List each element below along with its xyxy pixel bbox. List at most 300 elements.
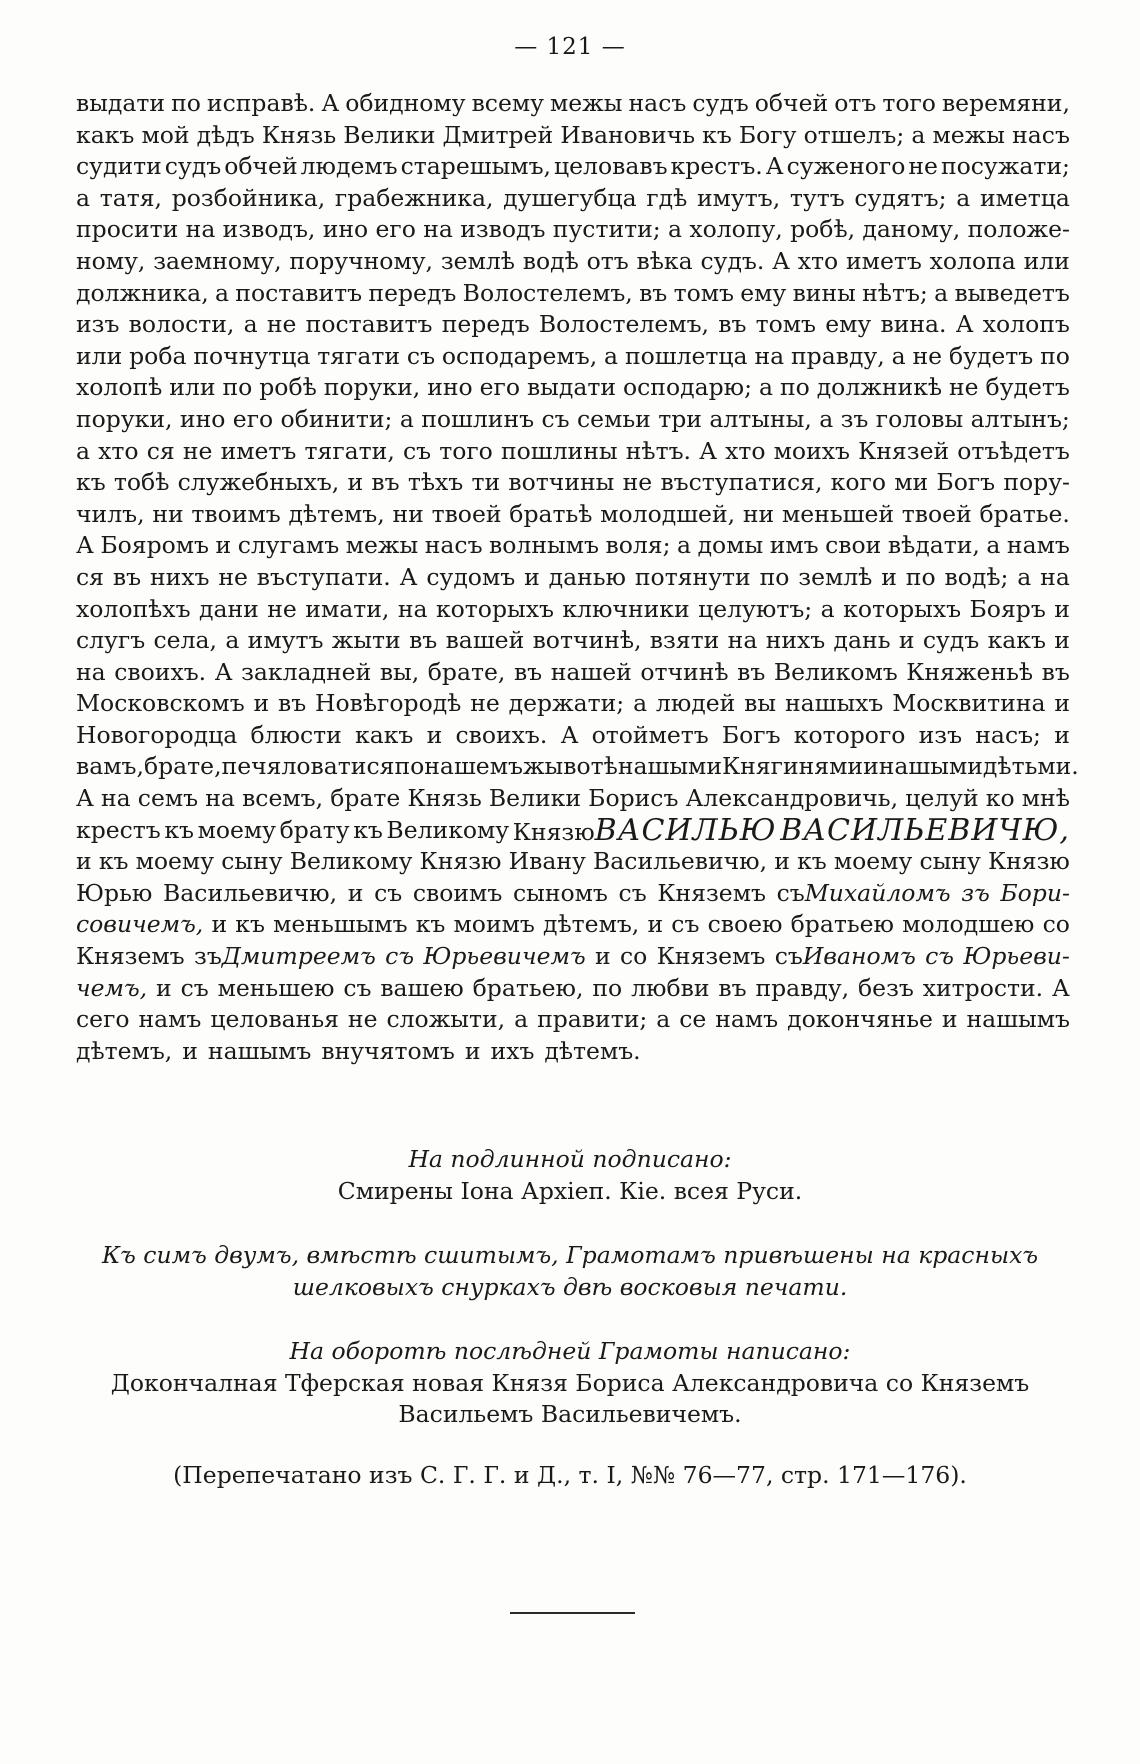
word: хитрости.: [922, 973, 1044, 1002]
word: томъ: [673, 278, 734, 307]
word: правду,: [791, 341, 885, 370]
word: ихъ: [490, 1036, 535, 1065]
word: Васильевичю,: [163, 878, 338, 907]
word: А: [955, 310, 974, 339]
text-line: [76, 309, 1070, 341]
word: робѣ,: [790, 215, 856, 244]
signature-block: [0, 1144, 1140, 1207]
word: къ: [235, 910, 265, 939]
word: держати;: [508, 689, 625, 718]
word: алтынъ;: [970, 404, 1070, 433]
text-line: [76, 846, 1070, 878]
word: старешымъ,: [400, 152, 551, 181]
word: по: [394, 752, 425, 781]
word: а: [633, 689, 648, 718]
text-line: [76, 1004, 1070, 1036]
text-line: [76, 941, 1070, 973]
word: и: [594, 942, 611, 971]
word: которыхъ: [435, 594, 554, 623]
word: Богу: [738, 120, 797, 149]
text-line: [76, 341, 1070, 373]
word: ся: [76, 562, 104, 591]
word: тягати: [317, 341, 401, 370]
word: имъ: [769, 531, 819, 560]
word: Богъ: [721, 720, 781, 749]
word: изводъ,: [222, 215, 316, 244]
word: и: [464, 1036, 481, 1065]
word: даному,: [862, 215, 961, 244]
word: межы: [932, 120, 1006, 149]
word: выдати: [76, 89, 166, 117]
word: А: [321, 89, 340, 117]
word: а: [399, 404, 414, 433]
word: меньшею: [217, 973, 335, 1002]
word: а: [956, 183, 971, 212]
word: моимъ: [453, 910, 535, 939]
reverse-note-line-1: Докончалная Тферская новая Князя Бориса Александровича со Княземъ: [110, 1368, 1030, 1397]
word: и: [881, 562, 897, 591]
word: поруки,: [76, 404, 173, 433]
word: обчей: [754, 89, 829, 117]
word: дѣтьми.: [982, 752, 1079, 781]
word: сыну: [221, 847, 283, 876]
word: домы: [697, 531, 764, 560]
word: ему: [740, 278, 787, 307]
word: съ: [343, 973, 372, 1002]
word: будетъ: [948, 341, 1034, 370]
word: данью: [548, 562, 627, 591]
word: дѣтемъ,: [543, 910, 640, 939]
word: къ: [164, 815, 194, 844]
word: поставитъ: [235, 278, 363, 307]
word: Великомъ: [773, 657, 898, 686]
word: или: [76, 341, 123, 370]
word: Бояръ: [969, 594, 1046, 623]
word: поруки,: [323, 373, 421, 402]
treaty-text: [76, 88, 1079, 1067]
word: въ: [639, 278, 668, 307]
word: на: [754, 341, 785, 370]
word: безъ: [858, 973, 914, 1002]
word: судити: [76, 152, 162, 181]
word: и: [1054, 594, 1070, 623]
word: а: [668, 215, 683, 244]
word: гдѣ: [646, 183, 688, 212]
text-line: [76, 499, 1070, 531]
seals-note: [0, 1240, 1140, 1303]
word: А: [772, 246, 790, 275]
word: водѣ: [522, 246, 579, 275]
word: имати,: [305, 594, 390, 623]
text-line: [76, 973, 1070, 1005]
word: вотчинѣ,: [532, 626, 642, 655]
word: ми: [894, 468, 929, 497]
word: обидному: [345, 89, 466, 117]
text-line: [76, 562, 1070, 594]
word: поручному,: [289, 246, 434, 275]
word: иметъ: [846, 246, 922, 275]
word: изъ: [918, 720, 963, 749]
word: целуй: [905, 784, 979, 813]
word: а: [758, 373, 773, 402]
word: села,: [153, 626, 217, 655]
word: съ: [385, 942, 414, 971]
word: Волостелемъ,: [538, 310, 709, 339]
word: слугъ: [76, 626, 146, 655]
word: не: [908, 152, 938, 181]
text-line: [76, 120, 1070, 152]
word: нашыми: [878, 752, 983, 781]
word: къ: [702, 120, 732, 149]
word: Новогородца: [76, 720, 238, 749]
text-line: [76, 246, 1070, 278]
word: къ: [76, 468, 106, 497]
word: какъ: [355, 720, 414, 749]
word: въступатися,: [660, 468, 823, 497]
word: целованья: [210, 1005, 339, 1034]
word: къ: [797, 847, 827, 876]
word: а: [214, 278, 229, 307]
word: ино: [427, 373, 473, 402]
word: сего: [76, 1005, 130, 1034]
word: всемъ,: [242, 784, 324, 813]
word: или: [1023, 246, 1070, 275]
text-line: [76, 1036, 1070, 1068]
word: Москвитина: [892, 689, 1046, 718]
word: его: [479, 373, 520, 402]
word: нашымъ: [207, 1036, 312, 1065]
word: а: [76, 436, 91, 465]
word: судъ: [692, 89, 749, 117]
word: съ: [374, 878, 403, 907]
word: въ: [371, 468, 400, 497]
word: молодшею: [902, 910, 1035, 939]
word: отъ: [834, 89, 877, 117]
word: вашею: [380, 973, 464, 1002]
word: будетъ: [985, 373, 1070, 402]
word: Борисъ: [588, 784, 679, 813]
word: и: [426, 720, 443, 749]
word: холопа: [929, 246, 1016, 275]
word: пору-: [1003, 468, 1070, 497]
word: имутъ,: [696, 183, 781, 212]
word: и: [1054, 689, 1070, 718]
word: не: [267, 594, 297, 623]
word: а: [225, 626, 240, 655]
word: Княженьѣ: [906, 657, 1034, 686]
word: ни: [392, 499, 424, 528]
word: въ: [112, 562, 142, 591]
word: чемъ,: [76, 973, 148, 1002]
reverse-note: [0, 1336, 1140, 1431]
word: КнязюВАСИЛЬЮ: [512, 812, 777, 848]
word: Юрьевичемъ: [423, 942, 586, 971]
word: нѣтъ;: [862, 278, 928, 307]
word: въступати.: [256, 562, 391, 591]
word: не: [347, 1005, 378, 1034]
word: выдати: [526, 373, 617, 402]
word: и: [347, 468, 364, 497]
word: пошлины: [500, 436, 618, 465]
word: слугамъ: [237, 531, 340, 560]
word: и: [347, 878, 364, 907]
word: судомъ: [426, 562, 516, 591]
word: не: [470, 689, 500, 718]
word: внучятомъ: [321, 1036, 455, 1065]
word: почнутца: [193, 341, 311, 370]
word: а: [986, 531, 1001, 560]
word: нашымъ: [966, 1005, 1070, 1034]
word: Велики: [343, 120, 436, 149]
word: на: [76, 657, 106, 686]
word: чилъ,: [76, 499, 145, 528]
word: тутъ: [789, 183, 845, 212]
word: вѣдати,: [887, 531, 980, 560]
word: а: [820, 594, 835, 623]
word: А: [1052, 973, 1070, 1002]
word: братьею,: [472, 973, 584, 1002]
word: и: [898, 626, 915, 655]
seals-note-line-1: Къ симъ двумъ, вмѣстѣ сшитымъ, Грамотамъ привѣшены на красныхъ: [101, 1241, 1039, 1269]
word: томъ: [755, 310, 817, 339]
word: грабежника,: [334, 183, 494, 212]
word: и: [524, 562, 540, 591]
word: и: [76, 847, 92, 876]
text-line: [76, 688, 1070, 720]
word: Васильевичю,: [593, 847, 768, 876]
word: служебныхъ,: [177, 468, 340, 497]
word: печяловатися: [221, 752, 395, 781]
word: по: [759, 562, 790, 591]
word: и: [863, 752, 879, 781]
word: хто: [725, 436, 766, 465]
word: какъ: [987, 626, 1046, 655]
word: дѣтемъ,: [288, 499, 385, 528]
word: моему: [135, 847, 215, 876]
word: по: [905, 562, 936, 591]
text-line: [76, 88, 1070, 120]
word: по: [592, 973, 623, 1002]
word: свои: [825, 531, 882, 560]
word: своихъ.: [114, 657, 207, 686]
word: А: [76, 784, 94, 813]
word: твоей: [901, 499, 972, 528]
word: ся: [146, 436, 175, 465]
word: насъ: [628, 89, 687, 117]
word: Велики: [488, 784, 582, 813]
word: нашемъ: [424, 752, 523, 781]
word: на: [1040, 562, 1070, 591]
word: зъ: [961, 878, 990, 907]
word: и: [1054, 720, 1070, 749]
word: Бояромъ: [100, 531, 209, 560]
word: крестъ.: [670, 152, 763, 181]
word: какъ: [76, 120, 135, 149]
word: и: [941, 1005, 958, 1034]
word: съМихайломъ: [776, 878, 951, 907]
word: жывотѣ: [522, 752, 618, 781]
word: тобѣ: [113, 468, 170, 497]
word: сыномъ: [512, 878, 608, 907]
word: а: [76, 183, 91, 212]
word: Князь: [407, 784, 482, 813]
word: А: [560, 720, 579, 749]
word: со: [1042, 910, 1070, 939]
word: землѣ: [798, 562, 873, 591]
word: нашыми: [617, 752, 722, 781]
word: передъ: [441, 310, 530, 339]
word: въ: [737, 657, 766, 686]
word: целовавъ: [554, 152, 668, 181]
word: Ивановичь: [560, 120, 696, 149]
word: нѣтъ.: [625, 436, 691, 465]
word: на: [423, 215, 453, 244]
word: Княземъ: [657, 878, 766, 907]
text-line: [76, 467, 1070, 499]
word: его: [375, 215, 416, 244]
word: на: [185, 215, 216, 244]
word: въ: [1041, 657, 1070, 686]
word: холопѣхъ: [76, 594, 191, 623]
word: землѣ: [440, 246, 515, 275]
text-line: [76, 404, 1070, 436]
word: выведетъ: [954, 278, 1070, 307]
word: и: [253, 689, 270, 718]
word: твоей: [431, 499, 502, 528]
word: пошлинъ: [421, 404, 535, 433]
word: А: [699, 436, 717, 465]
word: людемъ: [300, 152, 398, 181]
word: семъ: [137, 784, 199, 813]
word: тѣхъ: [407, 468, 464, 497]
word: не: [949, 373, 979, 402]
word: своимъ: [412, 878, 503, 907]
word: или: [169, 373, 216, 402]
word: воля;: [605, 531, 671, 560]
word: намъ: [138, 1005, 202, 1034]
word: а: [656, 1005, 671, 1034]
word: должника,: [76, 278, 209, 307]
page-number: — 121 —: [514, 34, 626, 60]
word: съ: [925, 942, 954, 971]
word: Александровичь,: [685, 784, 899, 813]
signature-text: Смирены Іона Архіеп. Кіе. всея Руси.: [337, 1176, 803, 1205]
word: обчей: [224, 152, 298, 181]
word: и: [647, 910, 664, 939]
text-line: [76, 183, 1070, 215]
word: людей: [655, 689, 736, 718]
word: сложыти,: [386, 1005, 506, 1034]
word: того: [882, 89, 936, 117]
word: розбойника,: [171, 183, 326, 212]
word: Князей: [858, 436, 950, 465]
word: а: [819, 404, 834, 433]
word: брату: [279, 815, 350, 844]
word: Бори-: [1000, 878, 1070, 907]
word: намъ: [715, 1005, 779, 1034]
word: брате: [330, 784, 401, 813]
word: на: [205, 784, 235, 813]
word: по: [222, 373, 253, 402]
text-line: [76, 530, 1070, 562]
word: и: [1054, 626, 1070, 655]
word: хто: [797, 246, 839, 275]
word: Московскомъ: [76, 689, 245, 718]
word: А: [765, 152, 784, 181]
word: а: [934, 278, 949, 307]
word: положе-: [967, 215, 1070, 244]
word: въ: [409, 626, 438, 655]
word: головы: [875, 404, 964, 433]
word: вина.: [880, 310, 947, 339]
word: отъ: [586, 246, 629, 275]
word: роба: [129, 341, 187, 370]
word: вѣка: [636, 246, 693, 275]
word: любви: [631, 973, 710, 1002]
word: нашыхъ: [784, 689, 884, 718]
text-line: [76, 812, 1070, 848]
word: съ: [406, 341, 436, 370]
word: заемному,: [153, 246, 282, 275]
word: съ: [541, 404, 570, 433]
word: меньшымъ: [273, 910, 408, 939]
word: въ: [513, 657, 543, 686]
word: съИваномъ: [774, 942, 916, 971]
word: зъ: [840, 404, 869, 433]
word: къ: [415, 910, 446, 939]
word: зъДмитреемъ: [194, 942, 376, 971]
word: судъ: [922, 626, 980, 655]
text-line: [76, 151, 1070, 183]
word: межы: [549, 89, 623, 117]
word: отшелъ;: [803, 120, 905, 149]
text-line: [76, 783, 1070, 815]
word: вы,: [379, 657, 420, 686]
word: А: [76, 531, 94, 560]
word: дани: [198, 594, 259, 623]
word: вашей: [445, 626, 525, 655]
word: пошлетца: [624, 341, 748, 370]
word: жыти: [331, 626, 401, 655]
text-line: [76, 625, 1070, 657]
word: семьи: [577, 404, 651, 433]
word: моему: [197, 815, 277, 844]
word: волости,: [128, 310, 235, 339]
word: ВАСИЛЬЕВИЧЮ,: [780, 812, 1070, 848]
word: водѣ;: [944, 562, 1009, 591]
word: передъ: [368, 278, 457, 307]
word: Князь: [261, 120, 337, 149]
word: моихъ: [773, 436, 850, 465]
text-line: [76, 594, 1070, 626]
word: брате,: [143, 752, 222, 781]
word: А: [399, 562, 418, 591]
word: Княземъ: [76, 942, 185, 971]
word: со: [620, 942, 648, 971]
word: Богъ: [936, 468, 996, 497]
word: по: [171, 89, 201, 117]
word: ни: [742, 499, 775, 528]
word: крестъ: [76, 815, 161, 844]
word: три: [658, 404, 702, 433]
seals-note-line-2: шелковыхъ снуркахъ двѣ восковыя печати.: [292, 1272, 848, 1301]
word: на: [727, 626, 758, 655]
word: татя,: [99, 183, 163, 212]
word: а: [604, 341, 619, 370]
word: изъ: [76, 310, 120, 339]
word: мой: [141, 120, 190, 149]
word: меньшей: [781, 499, 895, 528]
